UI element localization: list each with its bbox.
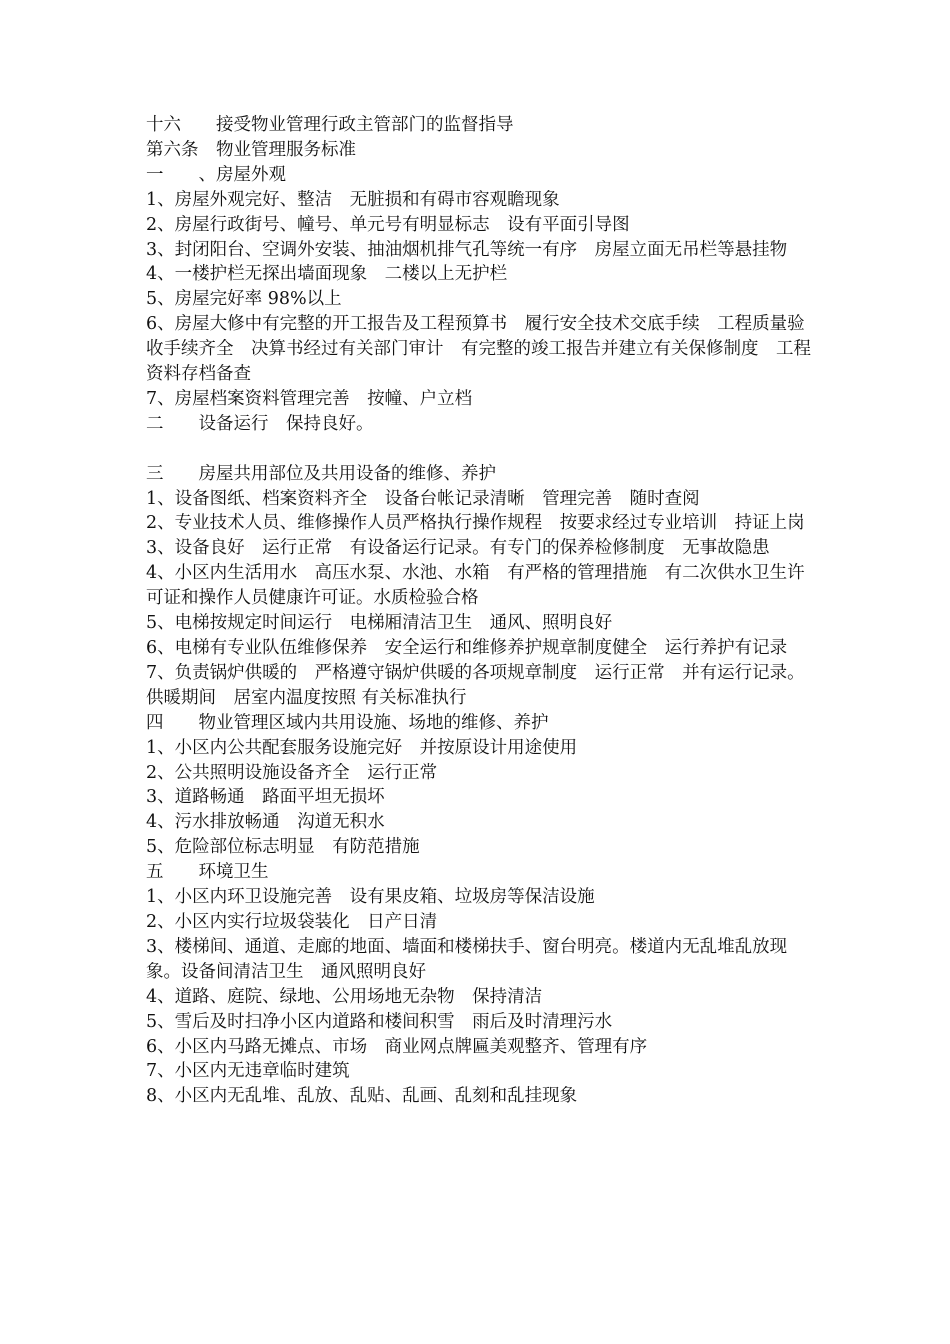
list-item: 5、房屋完好率 98%以上 bbox=[146, 289, 342, 310]
list-item: 2、房屋行政街号、幢号、单元号有明显标志 设有平面引导图 bbox=[146, 214, 630, 235]
list-item: 8、小区内无乱堆、乱放、乱贴、乱画、乱刻和乱挂现象 bbox=[146, 1086, 578, 1107]
list-item: 4、小区内生活用水 高压水泵、水池、水箱 有严格的管理措施 有二次供水卫生许可证和操作人员健康许可证。水质检验合格 bbox=[146, 563, 805, 609]
list-item: 4、一楼护栏无探出墙面现象 二楼以上无护栏 bbox=[146, 264, 508, 285]
section-heading-5: 五 环境卫生 bbox=[146, 862, 269, 883]
list-item: 7、负责锅炉供暖的 严格遵守锅炉供暖的各项规章制度 运行正常 并有运行记录。供暖期间 居室内温度按照 有关标准执行 bbox=[146, 662, 805, 708]
list-item: 5、雪后及时扫净小区内道路和楼间积雪 雨后及时清理污水 bbox=[146, 1011, 613, 1032]
list-item: 4、污水排放畅通 沟道无积水 bbox=[146, 812, 385, 833]
section-heading-16: 十六 接受物业管理行政主管部门的监督指导 bbox=[146, 115, 514, 135]
list-item: 7、房屋档案资料管理完善 按幢、户立档 bbox=[146, 388, 473, 409]
section-heading-4: 四 物业管理区域内共用设施、场地的维修、养护 bbox=[146, 712, 549, 733]
section-heading-3: 三 房屋共用部位及共用设备的维修、养护 bbox=[146, 463, 496, 484]
list-item: 4、道路、庭院、绿地、公用场地无杂物 保持清洁 bbox=[146, 986, 543, 1007]
list-item: 3、封闭阳台、空调外安装、抽油烟机排气孔等统一有序 房屋立面无吊栏等悬挂物 bbox=[146, 239, 788, 260]
article-heading: 第六条 物业管理服务标准 bbox=[146, 139, 356, 160]
list-item: 6、小区内马路无摊点、市场 商业网点牌匾美观整齐、管理有序 bbox=[146, 1036, 648, 1057]
list-item: 3、道路畅通 路面平坦无损坏 bbox=[146, 787, 385, 808]
list-item: 5、电梯按规定时间运行 电梯厢清洁卫生 通风、照明良好 bbox=[146, 613, 613, 634]
list-item: 6、房屋大修中有完整的开工报告及工程预算书 履行安全技术交底手续 工程质量验收手续齐全 决算书经过有关部门审计 有完整的竣工报告并建立有关保修制度 工程资料存档备查 bbox=[146, 314, 811, 385]
list-item: 1、小区内公共配套服务设施完好 并按原设计用途使用 bbox=[146, 737, 578, 758]
list-item: 1、小区内环卫设施完善 设有果皮箱、垃圾房等保洁设施 bbox=[146, 887, 595, 908]
list-item: 1、房屋外观完好、整洁 无脏损和有碍市容观瞻现象 bbox=[146, 189, 560, 210]
blank-line bbox=[146, 437, 814, 462]
list-item: 6、电梯有专业队伍维修保养 安全运行和维修养护规章制度健全 运行养护有记录 bbox=[146, 638, 788, 659]
list-item: 2、公共照明设施设备齐全 运行正常 bbox=[146, 762, 438, 783]
list-item: 3、楼梯间、通道、走廊的地面、墙面和楼梯扶手、窗台明亮。楼道内无乱堆乱放现象。设备间清洁卫生 通风照明良好 bbox=[146, 936, 788, 982]
list-item: 1、设备图纸、档案资料齐全 设备台帐记录清晰 管理完善 随时查阅 bbox=[146, 488, 700, 509]
list-item: 2、专业技术人员、维修操作人员严格执行操作规程 按要求经过专业培训 持证上岗 bbox=[146, 513, 805, 534]
list-item: 5、危险部位标志明显 有防范措施 bbox=[146, 837, 420, 858]
section-heading-2: 二 设备运行 保持良好。 bbox=[146, 413, 374, 434]
list-item: 7、小区内无违章临时建筑 bbox=[146, 1061, 350, 1082]
list-item: 3、设备良好 运行正常 有设备运行记录。有专门的保养检修制度 无事故隐患 bbox=[146, 538, 770, 559]
list-item: 2、小区内实行垃圾袋装化 日产日清 bbox=[146, 911, 438, 932]
section-heading-1: 一 、房屋外观 bbox=[146, 164, 286, 185]
document-body bbox=[146, 113, 814, 1109]
